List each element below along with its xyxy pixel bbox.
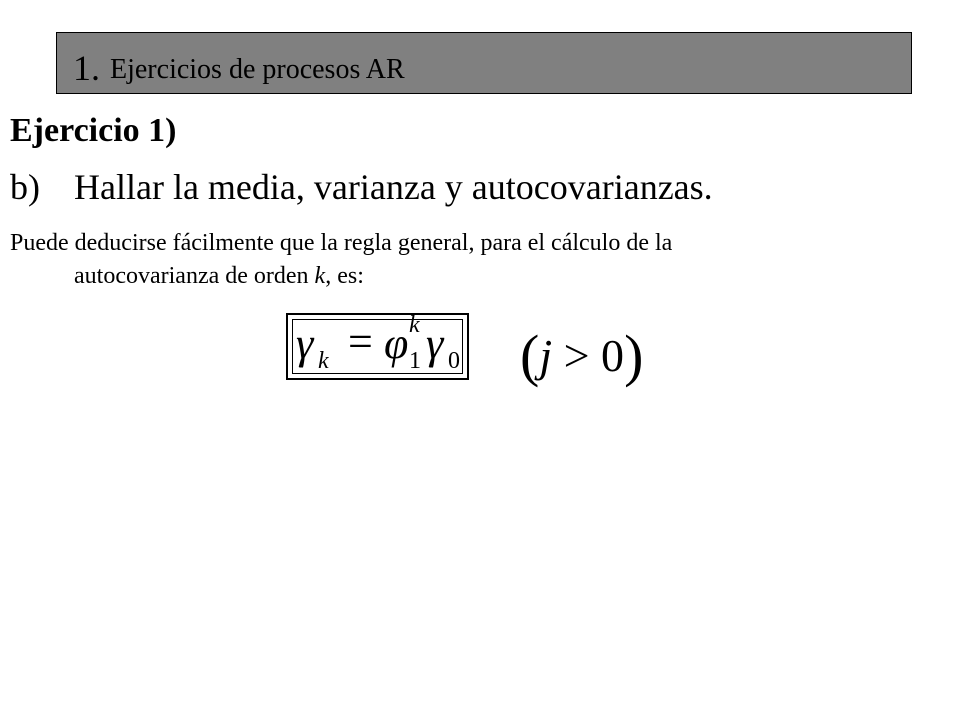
- formula-equals: =: [348, 317, 373, 366]
- paragraph-line-2-end: , es:: [325, 263, 364, 289]
- paragraph-line-2-text: autocovarianza de orden: [74, 263, 315, 289]
- item-b-text: Hallar la media, varianza y autocovarianzas.: [74, 167, 713, 207]
- item-b-marker: b): [10, 167, 40, 207]
- formula-phi: φ: [384, 319, 409, 368]
- slide-title-text: Ejercicios de procesos AR: [110, 54, 405, 85]
- slide-title-number: 1.: [73, 48, 100, 88]
- formula-gamma-k: γ: [296, 319, 314, 368]
- item-b: [10, 166, 713, 208]
- paragraph-line-1: Puede deducirse fácilmente que la regla general, para el cálculo de la: [10, 230, 673, 256]
- formula-gamma-0: γ: [426, 319, 444, 368]
- formula-condition: [520, 318, 644, 388]
- exercise-heading: Ejercicio 1): [10, 112, 177, 149]
- condition-operator: > 0: [552, 330, 625, 381]
- slide-title: [73, 45, 405, 87]
- formula-gamma-subscript-k: k: [318, 348, 329, 374]
- condition-close-paren: ): [624, 323, 644, 388]
- paragraph-line-2: [10, 260, 915, 293]
- paragraph-order-variable: k: [314, 263, 326, 289]
- formula-phi-superscript: k: [409, 312, 420, 338]
- formula-phi-subscript: 1: [409, 348, 421, 374]
- slide-title-bar: [56, 32, 912, 94]
- explanation-paragraph: [10, 227, 915, 293]
- condition-variable: j: [539, 330, 553, 381]
- condition-open-paren: (: [520, 323, 540, 388]
- formula-gamma-subscript-0: 0: [448, 348, 460, 374]
